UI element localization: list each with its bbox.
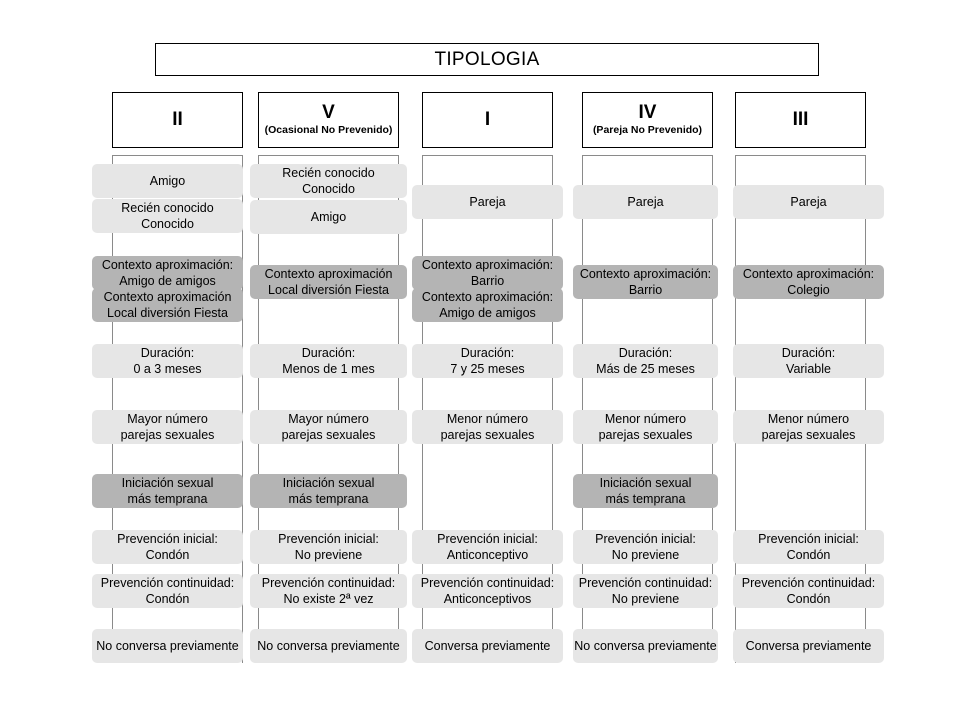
attribute-cell — [573, 265, 718, 299]
attribute-cell — [412, 530, 563, 564]
attribute-line: Mayor número — [288, 412, 369, 426]
attribute-line: Duración: — [140, 346, 195, 360]
attribute-cell — [573, 410, 718, 444]
attribute-line: No previene — [294, 548, 363, 562]
attribute-cell — [573, 629, 718, 663]
attribute-line: Amigo — [310, 210, 347, 224]
attribute-line: No conversa previamente — [257, 639, 400, 653]
attribute-line: No previene — [611, 548, 680, 562]
attribute-line: Contexto aproximación: — [742, 267, 875, 281]
type-subtitle: (Pareja No Prevenido) — [592, 124, 703, 136]
attribute-cell — [573, 574, 718, 608]
attribute-cell — [733, 265, 884, 299]
attribute-cell — [412, 629, 563, 663]
attribute-line: Local diversión Fiesta — [268, 283, 389, 297]
attribute-cell — [412, 185, 563, 219]
attribute-line: Amigo — [149, 174, 186, 188]
type-numeral: II — [172, 109, 183, 130]
type-header — [582, 92, 713, 148]
diagram-title: TIPOLOGIA — [155, 43, 819, 76]
attribute-line: Anticonceptivo — [446, 548, 529, 562]
attribute-line: Prevención inicial: — [758, 532, 859, 546]
attribute-line: Contexto aproximación: — [101, 258, 234, 272]
attribute-line: parejas sexuales — [440, 428, 535, 442]
attribute-line: Iniciación sexual — [282, 476, 375, 490]
type-subtitle: (Ocasional No Prevenido) — [264, 124, 393, 136]
attribute-line: Condón — [145, 592, 190, 606]
attribute-line: Condón — [786, 592, 831, 606]
attribute-line: Pareja — [790, 195, 827, 209]
type-numeral: I — [484, 109, 491, 130]
attribute-line: parejas sexuales — [281, 428, 376, 442]
attribute-cell — [92, 288, 243, 322]
attribute-line: Prevención inicial: — [595, 532, 696, 546]
attribute-line: más temprana — [288, 492, 369, 506]
attribute-line: Menor número — [604, 412, 687, 426]
attribute-line: Duración: — [301, 346, 356, 360]
attribute-cell — [412, 574, 563, 608]
attribute-line: Barrio — [470, 274, 505, 288]
attribute-line: parejas sexuales — [761, 428, 856, 442]
attribute-line: Iniciación sexual — [599, 476, 692, 490]
attribute-line: Pareja — [469, 195, 506, 209]
attribute-line: 7 y 25 meses — [450, 362, 525, 376]
attribute-line: Pareja — [627, 195, 664, 209]
attribute-line: Local diversión Fiesta — [107, 306, 228, 320]
attribute-cell — [92, 410, 243, 444]
type-numeral: IV — [638, 102, 657, 123]
attribute-cell — [733, 185, 884, 219]
attribute-line: Prevención inicial: — [278, 532, 379, 546]
type-header — [422, 92, 553, 148]
attribute-line: Prevención continuidad: — [578, 576, 713, 590]
attribute-line: Contexto aproximación — [264, 267, 393, 281]
attribute-line: Duración: — [781, 346, 836, 360]
attribute-line: Contexto aproximación: — [579, 267, 712, 281]
attribute-line: Conocido — [302, 182, 355, 196]
type-header — [258, 92, 399, 148]
attribute-line: parejas sexuales — [598, 428, 693, 442]
attribute-line: más temprana — [605, 492, 686, 506]
attribute-line: Recién conocido — [282, 166, 375, 180]
attribute-cell — [412, 256, 563, 290]
attribute-line: Conversa previamente — [745, 639, 872, 653]
attribute-cell — [92, 199, 243, 233]
attribute-line: Prevención inicial: — [437, 532, 538, 546]
attribute-line: No previene — [611, 592, 680, 606]
attribute-line: Contexto aproximación: — [421, 290, 554, 304]
attribute-cell — [92, 530, 243, 564]
attribute-line: más temprana — [127, 492, 208, 506]
attribute-cell — [573, 474, 718, 508]
attribute-line: Duración: — [460, 346, 515, 360]
attribute-line: Colegio — [787, 283, 830, 297]
attribute-cell — [573, 530, 718, 564]
attribute-cell — [92, 344, 243, 378]
attribute-line: Menos de 1 mes — [282, 362, 375, 376]
attribute-cell — [250, 200, 407, 234]
attribute-cell — [733, 574, 884, 608]
attribute-line: Contexto aproximación — [103, 290, 232, 304]
attribute-cell — [573, 185, 718, 219]
attribute-cell — [250, 574, 407, 608]
attribute-cell — [92, 164, 243, 198]
attribute-cell — [92, 256, 243, 290]
attribute-cell — [250, 344, 407, 378]
attribute-line: Recién conocido — [121, 201, 214, 215]
attribute-line: Prevención continuidad: — [261, 576, 396, 590]
attribute-line: Más de 25 meses — [596, 362, 695, 376]
attribute-line: Condón — [786, 548, 831, 562]
attribute-line: Barrio — [628, 283, 663, 297]
attribute-line: Menor número — [446, 412, 529, 426]
attribute-line: Amigo de amigos — [119, 274, 216, 288]
attribute-line: Menor número — [767, 412, 850, 426]
attribute-line: Prevención continuidad: — [420, 576, 555, 590]
attribute-line: Contexto aproximación: — [421, 258, 554, 272]
attribute-line: 0 a 3 meses — [133, 362, 202, 376]
attribute-cell — [250, 474, 407, 508]
attribute-line: Iniciación sexual — [121, 476, 214, 490]
type-header — [735, 92, 866, 148]
type-numeral: III — [792, 109, 809, 130]
attribute-cell — [250, 410, 407, 444]
attribute-line: Variable — [786, 362, 831, 376]
attribute-line: No existe 2ª vez — [283, 592, 374, 606]
attribute-line: Conversa previamente — [424, 639, 551, 653]
type-numeral: V — [322, 102, 335, 123]
attribute-cell — [250, 530, 407, 564]
attribute-cell — [92, 629, 243, 663]
attribute-cell — [733, 629, 884, 663]
attribute-cell — [412, 410, 563, 444]
type-header — [112, 92, 243, 148]
attribute-cell — [412, 288, 563, 322]
attribute-line: No conversa previamente — [96, 639, 239, 653]
attribute-cell — [250, 164, 407, 198]
attribute-line: parejas sexuales — [120, 428, 215, 442]
attribute-line: Prevención continuidad: — [100, 576, 235, 590]
attribute-line: Prevención inicial: — [117, 532, 218, 546]
attribute-cell — [250, 629, 407, 663]
attribute-cell — [412, 344, 563, 378]
attribute-line: Conocido — [141, 217, 194, 231]
attribute-line: Anticonceptivos — [443, 592, 532, 606]
attribute-cell — [92, 574, 243, 608]
attribute-cell — [733, 344, 884, 378]
attribute-cell — [733, 530, 884, 564]
attribute-line: Amigo de amigos — [439, 306, 536, 320]
attribute-line: No conversa previamente — [574, 639, 717, 653]
attribute-line: Condón — [145, 548, 190, 562]
attribute-line: Duración: — [618, 346, 673, 360]
attribute-cell — [733, 410, 884, 444]
attribute-cell — [573, 344, 718, 378]
attribute-cell — [250, 265, 407, 299]
attribute-line: Prevención continuidad: — [741, 576, 876, 590]
attribute-line: Mayor número — [127, 412, 208, 426]
attribute-cell — [92, 474, 243, 508]
